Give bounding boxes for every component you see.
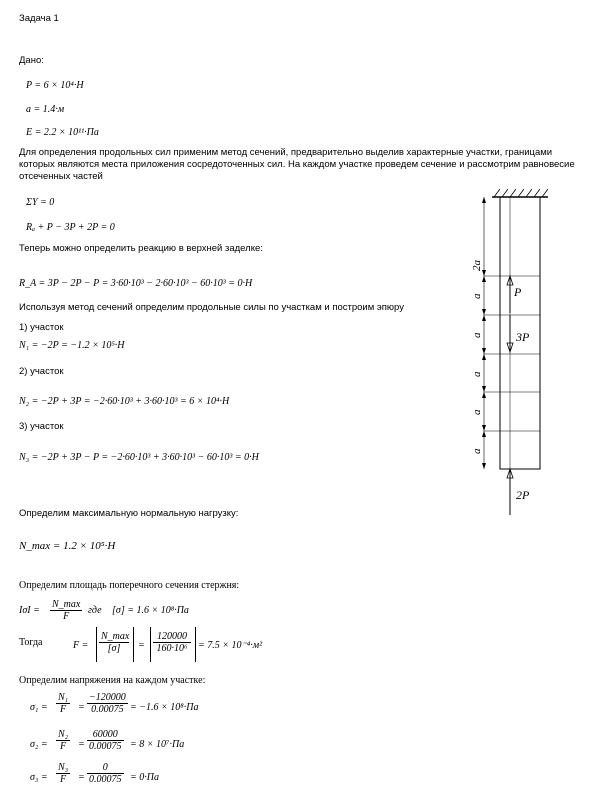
max-load-text: Определим максимальную нормальную нагрузку:: [19, 508, 239, 519]
intro-paragraph: Для определения продольных сил применим метод сечений, предварительно выделив характерные участки, границами которых являются места приложения сосредоточенных сил. На каждом участке проведем сечение и рассмотрим равновесие отсеченных частей: [19, 147, 575, 182]
area-lhs: F =: [73, 640, 89, 651]
reaction-text: Теперь можно определить реакцию в верхней заделке:: [19, 243, 263, 254]
strength-lhs: IσI =: [19, 605, 40, 616]
section-1-label: 1) участок: [19, 322, 64, 333]
stress-1-fraction-2: [87, 692, 128, 715]
dim-label-2a: 2a: [471, 260, 483, 271]
dim-label-a-3: a: [471, 371, 483, 377]
fixed-support-icon: [492, 189, 548, 197]
stress-3-fraction-2: [87, 762, 124, 785]
stress-2-result: = 8 × 10⁷·Па: [130, 739, 185, 750]
area-result: = 7.5 × 10⁻⁴·м²: [198, 640, 263, 651]
stress-text: Определим напряжения на каждом участке:: [19, 675, 206, 686]
rod-diagram: [440, 185, 560, 525]
area-numerator-1: N_max: [101, 631, 130, 642]
force-p-label: P: [514, 285, 522, 299]
allowable-stress: [σ] = 1.6 × 10⁸·Па: [112, 605, 189, 616]
stress-1-eq: =: [78, 702, 85, 713]
given-a: a = 1.4·м: [26, 104, 65, 115]
stress-1-denominator-2: 0.00075: [91, 704, 124, 715]
method-text: Используя метод сечений определим продольные силы по участкам и построим эпюру: [19, 302, 404, 313]
given-e: E = 2.2 × 10¹¹·Па: [26, 127, 99, 138]
stress-1-denominator: F: [60, 704, 67, 715]
equation-balance: Rₐ + P − 3P + 2P = 0: [26, 222, 115, 233]
area-eq-sign: =: [138, 640, 145, 651]
section-3-equation: N₃ = −2P + 3P − P = −2·60·10³ + 3·60·10³ − 60·10³ = 0·H: [19, 452, 259, 463]
strength-where: где: [88, 605, 102, 616]
given-label: Дано:: [19, 55, 44, 66]
dim-label-a-4: a: [471, 409, 483, 415]
stress-2-lhs: σ₂ =: [30, 739, 48, 750]
section-3-label: 3) участок: [19, 421, 64, 432]
force-3p-label: 3P: [516, 330, 530, 344]
stress-3-numerator-2: 0: [87, 762, 124, 774]
area-denominator-2: 160·10⁶: [156, 643, 188, 654]
stress-3-denominator: F: [60, 774, 67, 785]
dim-label-a-1: a: [471, 293, 483, 299]
stress-1-numerator-2: −120000: [89, 692, 126, 703]
strength-denominator: F: [63, 611, 70, 622]
force-p-arrow-icon: [507, 276, 513, 313]
stress-3-denominator-2: 0.00075: [89, 774, 122, 785]
page-title: Задача 1: [19, 13, 59, 24]
stress-1-numerator: N₁: [58, 692, 69, 703]
force-2p-label: 2P: [516, 488, 530, 502]
area-denominator-1: [σ]: [107, 643, 121, 654]
stress-2-denominator-2: 0.00075: [89, 741, 122, 752]
given-p: P = 6 × 10⁴·H: [26, 80, 84, 91]
area-fraction-1: [99, 631, 129, 654]
strength-numerator: N_max: [52, 599, 81, 610]
force-3p-arrow-icon: [507, 315, 513, 352]
area-fraction-2: [153, 631, 191, 654]
stress-3-eq: =: [78, 772, 85, 783]
area-text: Определим площадь поперечного сечения стержня:: [19, 580, 240, 591]
area-numerator-2: 120000: [153, 631, 191, 643]
dim-label-a-2: a: [471, 332, 483, 338]
stress-2-numerator-2: 60000: [87, 729, 124, 741]
stress-1-result: = −1.6 × 10⁸·Па: [130, 702, 199, 713]
force-2p-arrow-icon: [507, 469, 513, 515]
stress-3-lhs: σ₃ =: [30, 772, 48, 783]
then-label: Тогда: [19, 637, 43, 648]
stress-2-fraction: [56, 729, 70, 752]
reaction-equation: R_A = 3P − 2P − P = 3·60·10³ − 2·60·10³ − 60·10³ = 0·H: [19, 278, 253, 289]
stress-2-numerator: N₂: [58, 729, 69, 740]
section-1-equation: N₁ = −2P = −1.2 × 10⁵·H: [19, 340, 125, 351]
max-load-equation: N_max = 1.2 × 10⁵·H: [19, 540, 116, 552]
stress-2-fraction-2: [87, 729, 124, 752]
stress-1-lhs: σ₁ =: [30, 702, 48, 713]
stress-2-denominator: F: [60, 741, 67, 752]
equation-sum: ΣY = 0: [26, 197, 55, 208]
stress-3-numerator: N₃: [58, 762, 69, 773]
section-2-label: 2) участок: [19, 366, 64, 377]
stress-3-result: = 0·Па: [130, 772, 159, 783]
stress-1-fraction: [56, 692, 70, 715]
stress-3-fraction: [56, 762, 70, 785]
section-2-equation: N₂ = −2P + 3P = −2·60·10³ + 3·60·10³ = 6 × 10⁴·H: [19, 396, 230, 407]
strength-fraction: [50, 599, 82, 622]
dim-label-a-5: a: [471, 448, 483, 454]
stress-2-eq: =: [78, 739, 85, 750]
